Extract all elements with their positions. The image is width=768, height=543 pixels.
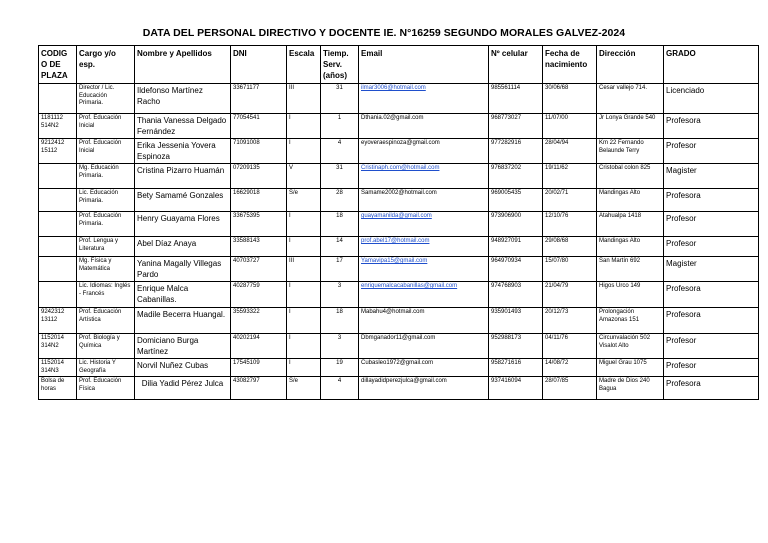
email-link[interactable]: prof.abel17@hotmail.com bbox=[361, 238, 430, 244]
email-link[interactable]: Cristinaph.com@hotmail.com bbox=[361, 165, 440, 171]
cell-nombre: Cristina Pizarro Huamán bbox=[135, 164, 231, 189]
cell-tiempo: 31 bbox=[321, 84, 359, 114]
cell-cargo: Lic. Idiomas: Inglés - Francés bbox=[77, 282, 135, 308]
cell-cargo: Prof. Lengua y Literatura bbox=[77, 237, 135, 257]
cell-codigo: 9242312 13112 bbox=[39, 308, 77, 334]
table-row bbox=[39, 84, 759, 114]
cell-tiempo: 1 bbox=[321, 114, 359, 139]
cell-celular: 976837202 bbox=[489, 164, 543, 189]
cell-grado: Profesor bbox=[664, 334, 759, 359]
table-row bbox=[39, 359, 759, 377]
cell-direccion: Km 22 Fernando Belaunde Terry bbox=[597, 139, 664, 164]
cell-nombre: Madile Becerra Huangal. bbox=[135, 308, 231, 334]
cell-direccion: Mandingas Alto bbox=[597, 189, 664, 212]
cell-nacimiento: 20/02/71 bbox=[543, 189, 597, 212]
cell-grado: Profesora bbox=[664, 308, 759, 334]
cell-nombre: Thania Vanessa Delgado Fernández bbox=[135, 114, 231, 139]
cell-celular: 952988173 bbox=[489, 334, 543, 359]
cell-dni: 16629018 bbox=[231, 189, 287, 212]
cell-nombre: Abel Díaz Anaya bbox=[135, 237, 231, 257]
cell-cargo: Prof. Educación Inicial bbox=[77, 139, 135, 164]
cell-cargo: Prof. Educación Inicial bbox=[77, 114, 135, 139]
cell-nacimiento: 28/07/85 bbox=[543, 377, 597, 400]
cell-nombre: Henry Guayama Flores bbox=[135, 212, 231, 237]
cell-direccion: Higos Urco 149 bbox=[597, 282, 664, 308]
cell-grado: Profesor bbox=[664, 212, 759, 237]
cell-cargo: Prof. Biología y Química bbox=[77, 334, 135, 359]
cell-dni: 40202194 bbox=[231, 334, 287, 359]
cell-email bbox=[359, 257, 489, 282]
cell-celular: 985561114 bbox=[489, 84, 543, 114]
cell-direccion: Cesar vallejo 714. bbox=[597, 84, 664, 114]
cell-direccion: Prolongación Amazonas 151 bbox=[597, 308, 664, 334]
cell-escala: S/e bbox=[287, 189, 321, 212]
staff-table bbox=[38, 45, 759, 400]
header-codigo: CODIG O DE PLAZA bbox=[39, 46, 77, 84]
header-direccion: Dirección bbox=[597, 46, 664, 84]
cell-grado: Profesora bbox=[664, 114, 759, 139]
cell-nacimiento: 29/08/68 bbox=[543, 237, 597, 257]
table-row bbox=[39, 282, 759, 308]
cell-escala: I bbox=[287, 359, 321, 377]
cell-email: Dthania.02@gmail.com bbox=[359, 114, 489, 139]
table-row bbox=[39, 377, 759, 400]
cell-nombre: Domiciano Burga Martínez bbox=[135, 334, 231, 359]
cell-nacimiento: 11/07/00 bbox=[543, 114, 597, 139]
cell-codigo bbox=[39, 164, 77, 189]
cell-cargo: Lic. Historia Y Geografía bbox=[77, 359, 135, 377]
cell-nacimiento: 15/07/80 bbox=[543, 257, 597, 282]
email-link[interactable]: enriquemalcacabanillas@gmail.com bbox=[361, 283, 458, 289]
header-dni: DNI bbox=[231, 46, 287, 84]
cell-codigo bbox=[39, 257, 77, 282]
cell-grado: Licenciado bbox=[664, 84, 759, 114]
cell-tiempo: 31 bbox=[321, 164, 359, 189]
cell-tiempo: 18 bbox=[321, 308, 359, 334]
cell-nombre: Yanina Magally Villegas Pardo bbox=[135, 257, 231, 282]
cell-dni: 40287759 bbox=[231, 282, 287, 308]
cell-grado: Profesora bbox=[664, 189, 759, 212]
cell-cargo: Lic. Educación Primaria. bbox=[77, 189, 135, 212]
table-row bbox=[39, 257, 759, 282]
header-tiempo: Tiemp. Serv. (años) bbox=[321, 46, 359, 84]
cell-nombre: Bety Samamé Gonzales bbox=[135, 189, 231, 212]
cell-celular: 958271616 bbox=[489, 359, 543, 377]
cell-codigo: Bolsa de horas bbox=[39, 377, 77, 400]
table-header-row bbox=[39, 46, 759, 84]
cell-cargo: Director / Lic. Educación Primaria. bbox=[77, 84, 135, 114]
table-row bbox=[39, 334, 759, 359]
cell-celular: 973906900 bbox=[489, 212, 543, 237]
cell-codigo: 1152014 314N2 bbox=[39, 334, 77, 359]
cell-escala: I bbox=[287, 139, 321, 164]
cell-dni: 77054541 bbox=[231, 114, 287, 139]
cell-escala: I bbox=[287, 212, 321, 237]
cell-dni: 33675395 bbox=[231, 212, 287, 237]
cell-celular: 974768903 bbox=[489, 282, 543, 308]
cell-celular: 969005435 bbox=[489, 189, 543, 212]
header-grado: GRADO bbox=[664, 46, 759, 84]
cell-nombre: Enrique Malca Cabanillas. bbox=[135, 282, 231, 308]
table-row bbox=[39, 114, 759, 139]
cell-escala: I bbox=[287, 237, 321, 257]
cell-direccion: Miguel Grau 1075 bbox=[597, 359, 664, 377]
cell-tiempo: 4 bbox=[321, 377, 359, 400]
header-escala: Escala bbox=[287, 46, 321, 84]
cell-dni: 33671177 bbox=[231, 84, 287, 114]
cell-nacimiento: 28/04/94 bbox=[543, 139, 597, 164]
cell-tiempo: 3 bbox=[321, 282, 359, 308]
cell-direccion: Atahualpa 1418 bbox=[597, 212, 664, 237]
cell-email bbox=[359, 282, 489, 308]
cell-dni: 71091008 bbox=[231, 139, 287, 164]
table-row bbox=[39, 164, 759, 189]
cell-email: dillayadidperezjulca@gmail.com bbox=[359, 377, 489, 400]
cell-tiempo: 14 bbox=[321, 237, 359, 257]
email-link[interactable]: Yamavipa15@gmail.com bbox=[361, 258, 428, 264]
cell-nacimiento: 19/11/62 bbox=[543, 164, 597, 189]
table-row bbox=[39, 237, 759, 257]
cell-celular: 937416094 bbox=[489, 377, 543, 400]
email-link[interactable]: ilmar3006@hotmail.com bbox=[361, 85, 426, 91]
cell-dni: 33588143 bbox=[231, 237, 287, 257]
cell-celular: 977282916 bbox=[489, 139, 543, 164]
cell-celular: 935901493 bbox=[489, 308, 543, 334]
cell-grado: Magister bbox=[664, 257, 759, 282]
cell-direccion: Circunvalación 502 Visalot Alto bbox=[597, 334, 664, 359]
cell-grado: Profesora bbox=[664, 377, 759, 400]
cell-codigo: 9212412 15112 bbox=[39, 139, 77, 164]
cell-email bbox=[359, 84, 489, 114]
cell-cargo: Mg. Física y Matemática bbox=[77, 257, 135, 282]
cell-nombre: Erika Jessenia Yovera Espinoza bbox=[135, 139, 231, 164]
cell-nacimiento: 20/12/73 bbox=[543, 308, 597, 334]
cell-dni: 17545109 bbox=[231, 359, 287, 377]
cell-grado: Magister bbox=[664, 164, 759, 189]
cell-cargo: Mg. Educación Primaria. bbox=[77, 164, 135, 189]
cell-email bbox=[359, 164, 489, 189]
cell-dni: 35593322 bbox=[231, 308, 287, 334]
cell-codigo bbox=[39, 237, 77, 257]
cell-escala: III bbox=[287, 257, 321, 282]
cell-email bbox=[359, 237, 489, 257]
table-row bbox=[39, 212, 759, 237]
cell-nacimiento: 30/06/68 bbox=[543, 84, 597, 114]
header-nacimiento: Fecha de nacimiento bbox=[543, 46, 597, 84]
cell-nacimiento: 12/10/76 bbox=[543, 212, 597, 237]
cell-tiempo: 19 bbox=[321, 359, 359, 377]
table-row bbox=[39, 189, 759, 212]
cell-nacimiento: 14/08/72 bbox=[543, 359, 597, 377]
cell-email: Dbmganador11@gmail.com bbox=[359, 334, 489, 359]
cell-email: Samame2002@hotmail.com bbox=[359, 189, 489, 212]
cell-email bbox=[359, 212, 489, 237]
cell-nacimiento: 21/04/79 bbox=[543, 282, 597, 308]
header-cargo: Cargo y/o esp. bbox=[77, 46, 135, 84]
cell-codigo: 1181112 514N2 bbox=[39, 114, 77, 139]
table-body bbox=[39, 84, 759, 400]
cell-escala: I bbox=[287, 282, 321, 308]
cell-escala: S/e bbox=[287, 377, 321, 400]
cell-direccion: San Martín 692 bbox=[597, 257, 664, 282]
cell-grado: Profesor bbox=[664, 139, 759, 164]
cell-email: Mabahu4@hotmail.com bbox=[359, 308, 489, 334]
cell-codigo: 1152014 314N3 bbox=[39, 359, 77, 377]
header-email: Email bbox=[359, 46, 489, 84]
document-title: DATA DEL PERSONAL DIRECTIVO Y DOCENTE IE. N°16259 SEGUNDO MORALES GALVEZ-2024 bbox=[142, 27, 626, 39]
cell-escala: III bbox=[287, 84, 321, 114]
cell-codigo bbox=[39, 212, 77, 237]
email-link[interactable]: guayamanilda@gmail.com bbox=[361, 213, 432, 219]
cell-grado: Profesora bbox=[664, 282, 759, 308]
cell-celular: 964970934 bbox=[489, 257, 543, 282]
cell-escala: I bbox=[287, 308, 321, 334]
cell-dni: 07209135 bbox=[231, 164, 287, 189]
cell-nacimiento: 04/11/76 bbox=[543, 334, 597, 359]
cell-codigo bbox=[39, 282, 77, 308]
cell-escala: I bbox=[287, 334, 321, 359]
cell-cargo: Prof. Educación Primaria. bbox=[77, 212, 135, 237]
cell-cargo: Prof. Educación Física bbox=[77, 377, 135, 400]
cell-nombre: Norvil Nuñez Cubas bbox=[135, 359, 231, 377]
cell-codigo bbox=[39, 84, 77, 114]
table-row bbox=[39, 308, 759, 334]
cell-email: eyoveraespinoza@gmail.com bbox=[359, 139, 489, 164]
cell-tiempo: 3 bbox=[321, 334, 359, 359]
cell-nombre: Dilia Yadid Pérez Julca bbox=[135, 377, 231, 400]
cell-cargo: Prof. Educación Artística bbox=[77, 308, 135, 334]
cell-escala: V bbox=[287, 164, 321, 189]
cell-codigo bbox=[39, 189, 77, 212]
cell-celular: 948927091 bbox=[489, 237, 543, 257]
cell-grado: Profesor bbox=[664, 237, 759, 257]
table-row bbox=[39, 139, 759, 164]
cell-celular: 968773027 bbox=[489, 114, 543, 139]
cell-escala: I bbox=[287, 114, 321, 139]
cell-email: Cubasleo1972@gmail.com bbox=[359, 359, 489, 377]
header-nombre: Nombre y Apellidos bbox=[135, 46, 231, 84]
cell-tiempo: 17 bbox=[321, 257, 359, 282]
cell-direccion: Mandingas Alto bbox=[597, 237, 664, 257]
cell-direccion: Madre de Dios 240 Bagua bbox=[597, 377, 664, 400]
header-celular: Nº celular bbox=[489, 46, 543, 84]
cell-nombre: Ildefonso Martínez Racho bbox=[135, 84, 231, 114]
cell-direccion: Jr Lonya Grande 540 bbox=[597, 114, 664, 139]
cell-tiempo: 28 bbox=[321, 189, 359, 212]
cell-tiempo: 18 bbox=[321, 212, 359, 237]
cell-dni: 40703727 bbox=[231, 257, 287, 282]
cell-dni: 43082797 bbox=[231, 377, 287, 400]
cell-grado: Profesor bbox=[664, 359, 759, 377]
cell-direccion: Cristobal colon 825 bbox=[597, 164, 664, 189]
cell-tiempo: 4 bbox=[321, 139, 359, 164]
